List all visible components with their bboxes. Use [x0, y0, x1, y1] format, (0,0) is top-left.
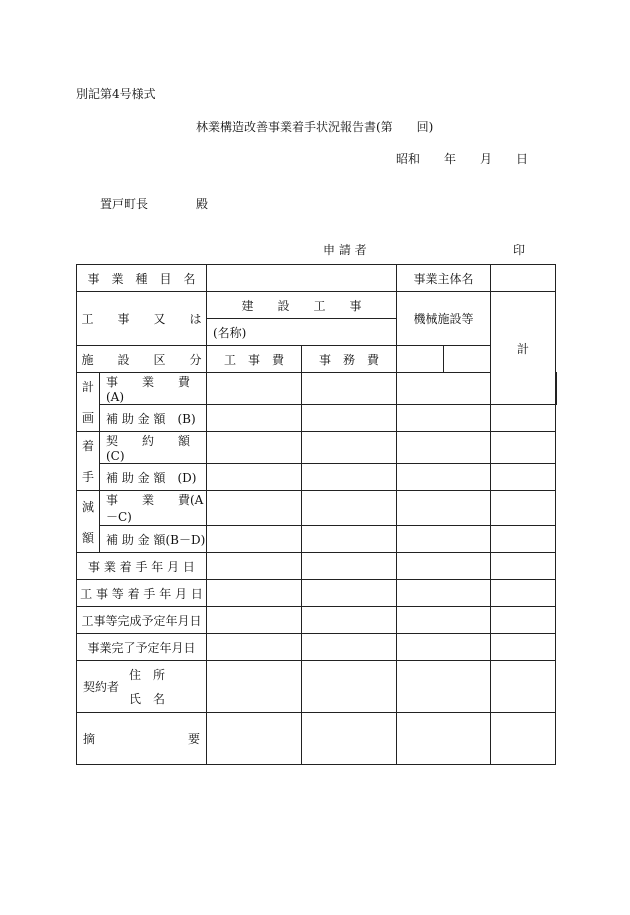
cell[interactable] — [397, 634, 491, 661]
cell[interactable] — [302, 373, 397, 405]
work-class-label-2: 施 設 区 分 — [77, 346, 207, 373]
cell[interactable] — [397, 405, 491, 432]
cell[interactable] — [302, 405, 397, 432]
project-start-date-label: 事 業 着 手 年 月 日 — [77, 553, 207, 580]
cell[interactable] — [491, 464, 556, 491]
cell[interactable] — [207, 580, 302, 607]
cell[interactable] — [491, 491, 556, 526]
seal-mark: 印 — [513, 243, 526, 257]
cell[interactable] — [397, 553, 491, 580]
cell[interactable] — [397, 713, 491, 765]
diff-subsidy-label: 補 助 金 額(B－D) — [100, 526, 207, 553]
cell[interactable] — [302, 432, 397, 464]
cell[interactable] — [302, 526, 397, 553]
cell[interactable] — [397, 607, 491, 634]
machine-facility-label: 機械施設等 — [397, 292, 491, 346]
cell[interactable] — [397, 661, 491, 713]
cell[interactable] — [207, 373, 302, 405]
cell[interactable] — [302, 713, 397, 765]
cell[interactable] — [302, 491, 397, 526]
project-owner-field[interactable] — [491, 265, 556, 292]
cell[interactable] — [207, 713, 302, 765]
plan-group-label: 計 画 — [77, 373, 100, 432]
contractor-name-label: 氏 名 — [129, 691, 166, 706]
diff-project-cost-label: 事 業 費(A－C) — [100, 491, 207, 526]
cell[interactable] — [302, 634, 397, 661]
diff-group-label: 減 額 — [77, 491, 100, 553]
total-label: 計 — [491, 292, 556, 405]
work-complete-date-label: 工事等完成予定年月日 — [77, 607, 207, 634]
contractor-fields — [129, 663, 165, 711]
machine-sub-2 — [444, 346, 491, 373]
construction-cost-label: 工 事 費 — [207, 346, 302, 373]
cell[interactable] — [491, 607, 556, 634]
document-title: 林業構造改善事業着手状況報告書(第 回) — [196, 120, 434, 134]
project-complete-date-label: 事業完了予定年月日 — [77, 634, 207, 661]
project-type-field[interactable] — [207, 265, 397, 292]
work-start-date-label: 工 事 等 着 手 年 月 日 — [77, 580, 207, 607]
construction-label: 建 設 工 事 — [207, 292, 397, 319]
start-contract-label: 契 約 額 (C) — [100, 432, 207, 464]
cell[interactable] — [207, 634, 302, 661]
cell[interactable] — [397, 432, 491, 464]
cell[interactable] — [491, 634, 556, 661]
cell[interactable] — [397, 526, 491, 553]
machine-sub-1 — [397, 346, 444, 373]
project-owner-label: 事業主体名 — [397, 265, 491, 292]
cell[interactable] — [207, 553, 302, 580]
contractor-label: 契約者 — [83, 680, 120, 694]
cell[interactable] — [491, 553, 556, 580]
cell[interactable] — [207, 491, 302, 526]
cell[interactable] — [207, 526, 302, 553]
addressee: 置戸町長 殿 — [100, 197, 209, 211]
cell[interactable] — [302, 607, 397, 634]
cell[interactable] — [302, 661, 397, 713]
cell[interactable] — [491, 405, 556, 432]
contractor-block — [77, 661, 207, 713]
cell[interactable] — [397, 464, 491, 491]
cell[interactable] — [397, 491, 491, 526]
cell[interactable] — [491, 713, 556, 765]
report-table — [76, 264, 557, 765]
cell[interactable] — [302, 553, 397, 580]
cell[interactable] — [207, 607, 302, 634]
cell[interactable] — [491, 526, 556, 553]
cell[interactable] — [207, 464, 302, 491]
cell[interactable] — [302, 464, 397, 491]
cell[interactable] — [556, 373, 557, 405]
cell[interactable] — [207, 661, 302, 713]
name-label: (名称) — [207, 319, 397, 346]
start-subsidy-label: 補 助 金 額 (D) — [100, 464, 207, 491]
project-type-label: 事 業 種 目 名 — [77, 265, 207, 292]
cell[interactable] — [491, 661, 556, 713]
plan-project-cost-label: 事 業 費 (A) — [100, 373, 207, 405]
office-cost-label: 事 務 費 — [302, 346, 397, 373]
date-line: 昭和 年 月 日 — [396, 152, 529, 166]
cell[interactable] — [491, 580, 556, 607]
cell[interactable] — [397, 373, 491, 405]
work-class-label-1: 工 事 又 は — [77, 292, 207, 346]
address-label: 住 所 — [129, 667, 166, 682]
plan-subsidy-label: 補 助 金 額 (B) — [100, 405, 207, 432]
cell[interactable] — [302, 580, 397, 607]
cell[interactable] — [397, 580, 491, 607]
applicant-label: 申 請 者 — [323, 243, 367, 257]
summary-label: 摘 要 — [77, 713, 207, 765]
cell[interactable] — [207, 432, 302, 464]
start-group-label: 着 手 — [77, 432, 100, 491]
cell[interactable] — [491, 432, 556, 464]
form-number: 別記第4号様式 — [76, 87, 156, 101]
cell[interactable] — [207, 405, 302, 432]
